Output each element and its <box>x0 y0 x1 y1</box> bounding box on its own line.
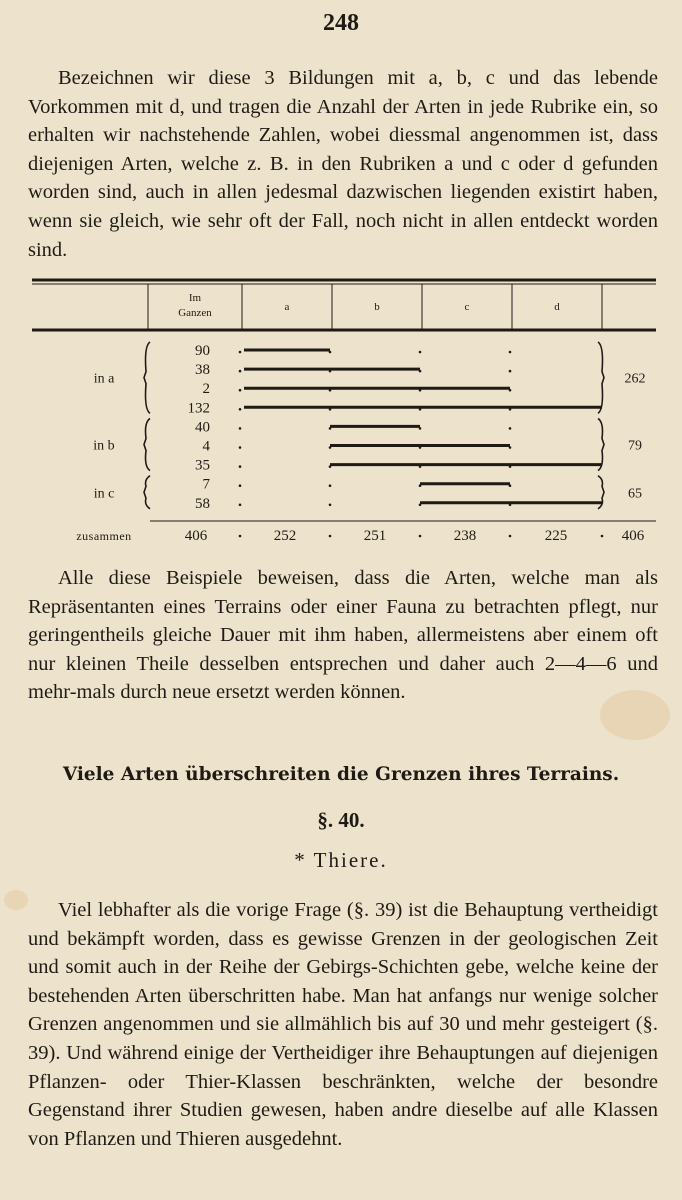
group-label: in c <box>93 486 115 502</box>
totals-sum: 406 <box>621 528 645 544</box>
totals-dot <box>601 535 604 538</box>
row-count: 2 <box>202 381 210 398</box>
paper-stain <box>4 890 28 910</box>
group-label: in a <box>93 371 115 387</box>
totals-a: 252 <box>273 528 297 544</box>
row-dot <box>239 389 242 392</box>
row-count: 132 <box>187 400 210 417</box>
right-brace <box>598 342 604 413</box>
left-brace <box>144 418 150 470</box>
species-range-table <box>0 270 682 552</box>
header-d: d <box>554 301 560 313</box>
row-dot <box>509 351 512 354</box>
totals-c: 238 <box>453 528 477 544</box>
section-heading: Viele Arten überschreiten die Grenzen ihres Terrains. <box>62 764 620 785</box>
totals-im-ganzen: 406 <box>184 528 208 544</box>
left-brace <box>144 342 150 413</box>
paragraph-intro-text: Bezeichnen wir diese 3 Bildungen mit a, b, c und das lebende Vorkommen mit d, und tragen die Anzahl der Arten in jede Rubrike ein, so erhalten wir nachstehende Zahlen, wobei diessmal angenommen ist, dass diejenigen Arten, welche z. B. in den Rubriken a und c oder d gefunden worden sind, auch in allen jedesmal dazwischen liegenden existirt haben, wenn sie gleich, wie sehr oft der Fall, noch nicht in allen entdeckt worden sind. <box>28 67 658 261</box>
paragraph-examples <box>28 564 658 707</box>
totals-dot <box>509 535 512 538</box>
header-im: Im <box>188 292 202 304</box>
totals-label: zusammen <box>76 529 132 543</box>
header-a: a <box>284 301 290 313</box>
header-ganzen: Ganzen <box>178 307 212 319</box>
paragraph-thiere-text: Viel lebhafter als die vorige Frage (§. 39) ist die Behauptung vertheidigt und bekämpft worden, dass es gewisse Grenzen in der geologischen Zeit und somit auch in der Reihe der Gebirgs-Schichten gebe, welche keine der bestehenden Arten überschritten habe. Man hat anfangs nur wenige solcher Grenzen angenommen und sie allmählich bis auf 30 und mehr gesteigert (§. 39). Und während einige der Vertheidiger ihre Behauptungen auf diejenigen Pflanzen- oder Thier-Klassen beschränkten, welche der besondre Gegenstand ihrer Studien gewesen, haben andre dieselbe auf alle Klassen von Pflanzen und Thieren ausgedehnt. <box>28 899 658 1150</box>
row-dot <box>239 465 242 468</box>
row-count: 7 <box>202 476 210 493</box>
paragraph-intro <box>28 64 658 264</box>
row-dot <box>239 446 242 449</box>
paragraph-thiere <box>28 896 658 1153</box>
row-count: 35 <box>195 457 210 474</box>
row-dot <box>239 484 242 487</box>
row-dot <box>239 351 242 354</box>
subheading: * Thiere. <box>294 848 388 872</box>
totals-dot <box>419 535 422 538</box>
row-count: 90 <box>195 343 210 359</box>
row-dot <box>239 504 242 507</box>
totals-dot <box>239 535 242 538</box>
header-c: c <box>464 301 470 313</box>
left-brace <box>144 476 150 509</box>
row-count: 38 <box>195 362 210 379</box>
row-count: 58 <box>195 495 210 512</box>
row-dot <box>329 504 332 507</box>
row-dot <box>239 408 242 411</box>
group-total: 79 <box>628 438 642 454</box>
totals-dot <box>329 535 332 538</box>
row-dot <box>239 427 242 430</box>
group-total: 262 <box>624 371 646 387</box>
paragraph-examples-text: Alle diese Beispiele beweisen, dass die Arten, welche man als Repräsentanten eines Terrains oder einer Fauna zu betrachten pflegt, nur geringentheils gleiche Dauer mit ihm haben, allermeistens aber einem oft nur kleinen Theile desselben entsprechen und daher auch 2—4—6 und mehr-mals durch neue ersetzt werden können. <box>28 567 658 704</box>
right-brace <box>598 418 604 470</box>
row-dot <box>419 351 422 354</box>
row-dot <box>329 484 332 487</box>
row-dot <box>509 370 512 373</box>
group-label: in b <box>93 438 115 454</box>
row-dot <box>509 427 512 430</box>
page-number: 248 <box>323 10 359 36</box>
section-number: §. 40. <box>317 808 365 832</box>
group-total: 65 <box>628 486 642 502</box>
totals-b: 251 <box>363 528 387 544</box>
header-b: b <box>374 301 380 313</box>
row-dot <box>239 370 242 373</box>
row-count: 4 <box>202 438 210 455</box>
totals-d: 225 <box>544 528 568 544</box>
row-count: 40 <box>195 419 210 436</box>
